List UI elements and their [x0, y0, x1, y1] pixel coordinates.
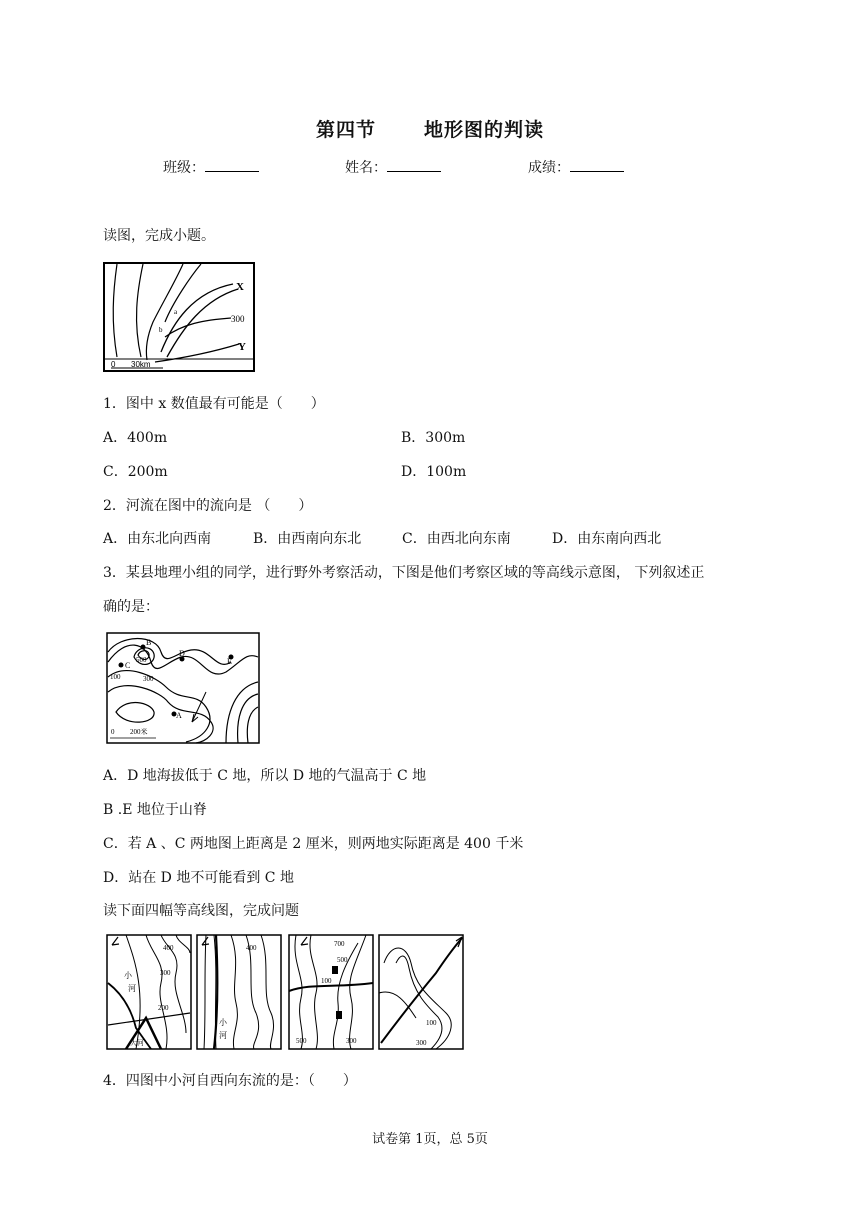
scale-zero: 0 — [111, 728, 115, 736]
map3-label-300: 300 — [346, 1037, 357, 1045]
map3-label-700: 700 — [334, 940, 345, 948]
scale-200m: 200米 — [130, 728, 148, 736]
page-title — [0, 115, 860, 142]
class-field: 班级： — [163, 157, 259, 177]
contour-map-panel-3 — [289, 935, 373, 1049]
q3-option-a[interactable]: A．D 地海拔低于 C 地，所以 D 地的气温高于 C 地 — [103, 768, 427, 784]
page-footer: 试卷第 1页，总 5页 — [372, 1132, 488, 1147]
section-number: 第四节 — [315, 119, 376, 141]
map2-label-400: 400 — [246, 944, 257, 952]
map3-label-100: 100 — [321, 977, 332, 985]
label-b: b — [159, 326, 163, 334]
q3-option-b[interactable]: B .E 地位于山脊 — [103, 802, 207, 818]
map4-label-100: 100 — [426, 1019, 437, 1027]
contour-map-panel-1 — [107, 935, 191, 1049]
q2-option-b[interactable]: B．由西南向东北 — [253, 531, 362, 547]
label-x: X — [236, 281, 244, 293]
label-b: B — [146, 638, 152, 647]
score-field: 成绩： — [528, 157, 624, 177]
question-3-stem-line-2: 确的是： — [103, 599, 159, 615]
label-500: 500 — [136, 656, 147, 664]
map1-label-dahe: 大河 — [130, 1039, 144, 1047]
label-y: Y — [238, 341, 246, 353]
label-300: 300 — [143, 675, 154, 683]
q2-option-a[interactable]: A．由东北向西南 — [103, 531, 212, 547]
label-d: D — [179, 649, 185, 658]
contour-map-figure-1 — [103, 262, 255, 372]
q2-option-c[interactable]: C．由西北向东南 — [402, 531, 511, 547]
name-blank[interactable] — [387, 159, 441, 172]
contour-maps-figure-3 — [106, 933, 464, 1051]
map1-label-400: 400 — [163, 944, 174, 952]
section-title: 地形图的判读 — [424, 119, 545, 141]
score-blank[interactable] — [570, 159, 624, 172]
intro-text-2: 读下面四幅等高线图，完成问题 — [103, 903, 299, 919]
q1-option-a[interactable]: A．400m — [103, 430, 168, 446]
q3-option-c[interactable]: C．若 A 、C 两地图上距离是 2 厘米，则两地实际距离是 400 千米 — [103, 836, 524, 852]
label-c: C — [125, 661, 131, 670]
scale-zero: 0 — [111, 360, 116, 369]
name-field: 姓名： — [345, 157, 441, 177]
question-4-stem: 4．四图中小河自西向东流的是：（ ） — [103, 1073, 357, 1089]
label-e: E — [227, 657, 232, 666]
map1-label-200: 200 — [158, 1004, 169, 1012]
map1-label-xiao: 小 — [124, 971, 132, 980]
q1-option-b[interactable]: B．300m — [401, 430, 466, 446]
map1-label-300: 300 — [160, 969, 171, 977]
map2-label-he: 河 — [219, 1031, 227, 1040]
q1-option-c[interactable]: C．200m — [103, 464, 168, 480]
scale-30km: 30km — [131, 360, 151, 369]
question-3-stem-line-1: 3．某县地理小组的同学，进行野外考察活动，下图是他们考察区域的等高线示意图， 下列叙述正 — [103, 565, 705, 581]
contour-map-panel-4 — [379, 935, 463, 1049]
map3-label-500-bottom: 500 — [296, 1037, 307, 1045]
q2-option-d[interactable]: D．由东南向西北 — [552, 531, 662, 547]
map4-label-300: 300 — [416, 1039, 427, 1047]
label-a: a — [174, 308, 178, 316]
intro-text-1: 读图，完成小题。 — [103, 228, 215, 244]
label-100: 100 — [110, 673, 121, 681]
map1-label-he: 河 — [128, 984, 136, 993]
question-1-stem: 1．图中 x 数值最有可能是（ ） — [103, 396, 325, 412]
contour-map-panel-2 — [197, 935, 281, 1049]
map2-label-xiao: 小 — [219, 1018, 227, 1027]
q1-option-d[interactable]: D．100m — [401, 464, 467, 480]
label-300: 300 — [231, 314, 245, 324]
contour-map-figure-2 — [106, 632, 260, 744]
class-blank[interactable] — [205, 159, 259, 172]
q3-option-d[interactable]: D．站在 D 地不可能看到 C 地 — [103, 870, 294, 886]
question-2-stem: 2．河流在图中的流向是 （ ） — [103, 498, 313, 514]
map3-label-500-top: 500 — [337, 956, 348, 964]
label-a: A — [176, 711, 182, 720]
